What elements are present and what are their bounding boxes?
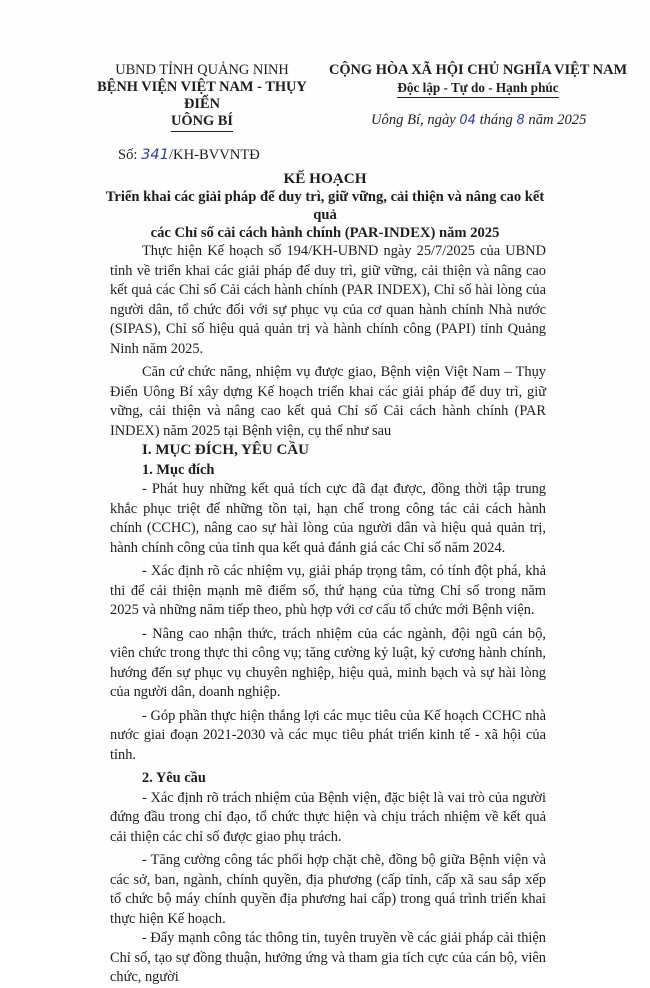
requirement-item-2: - Tăng cường công tác phối hợp chặt chẽ, đồng bộ giữa Bệnh viện và các sở, ban, ngành, chính quyền, địa phương (cấp tỉnh, cấp xã sau sắp xếp tổ chức bộ máy chính quyền địa phương hai cấp) trong quá trình triển khai thực hiện Kế hoạch. [110,852,546,927]
requirement-item-3: - Đẩy mạnh công tác thông tin, tuyên truyền về các giải pháp cải thiện Chỉ số, tạo sự đồng thuận, hưởng ứng và tham gia tích cực của cán bộ, viên chức, người [110,930,546,985]
national-header [326,62,630,98]
purpose-item-1: - Phát huy những kết quả tích cực đã đạt được, đồng thời tập trung khắc phục triệt để những tồn tại, hạn chế trong công tác cải cách hành chính (CCHC), nâng cao sự hài lòng của người dân và hiệu quả quản trị, hành chính công của tỉnh qua kết quả đánh giá các Chỉ số năm 2024. [110,481,546,556]
document-number [118,146,260,164]
date-month-handwritten: 8 [516,113,525,128]
date-prefix: Uông Bí, ngày [371,112,456,128]
purpose-item-2: - Xác định rõ các nhiệm vụ, giải pháp trọng tâm, có tính đột phá, khả thi để cải thiện mạnh mẽ điểm số, thứ hạng của từng Chỉ số trong năm 2025 và những năm tiếp theo, phù hợp với cơ cấu tổ chức mới Bệnh viện. [110,563,546,618]
subsection-heading-requirements: 2. Yêu cầu [142,770,206,786]
document-number-handwritten: 341 [141,146,169,163]
issuer-header [84,62,320,132]
national-title: CỘNG HÒA XÃ HỘI CHỦ NGHĨA VIỆT NAM [328,62,628,78]
title-subtitle-line1: Triển khai các giải pháp để duy trì, giữ vững, cải thiện và nâng cao kết quả [105,189,545,223]
document-body [110,242,546,988]
issuer-authority: UBND TỈNH QUẢNG NINH [115,62,289,78]
date-day-handwritten: 04 [459,113,476,128]
document-number-suffix: /KH-BVVNTĐ [168,147,260,163]
intro-paragraph-1: Thực hiện Kế hoạch số 194/KH-UBND ngày 25/7/2025 của UBND tỉnh về triển khai các giải pháp để duy trì, giữ vững, cải thiện và nâng cao kết quả các Chỉ số Cải cách hành chính (PAR INDEX), Chỉ số hài lòng của người dân, tổ chức đối với sự phục vụ của cơ quan hành chính Nhà nước (SIPAS), Chỉ số hiệu quả quản trị và hành chính công (PAPI) tỉnh Quảng Ninh năm 2025. [110,243,546,357]
title-main: KẾ HOẠCH [283,170,367,187]
national-motto: Độc lập - Tự do - Hạnh phúc [397,79,558,98]
subsection-heading-purpose: 1. Mục đích [142,461,215,478]
document-title [100,169,550,242]
purpose-item-4: - Góp phần thực hiện thắng lợi các mục tiêu của Kế hoạch CCHC nhà nước giai đoạn 2021-2030 và các mục tiêu phát triển kinh tế - xã hội của tỉnh. [110,707,546,763]
document-date [371,112,586,129]
requirement-item-1: - Xác định rõ trách nhiệm của Bệnh viện, đặc biệt là vai trò của người đứng đầu trong chỉ đạo, tổ chức thực hiện và chịu trách nhiệm về kết quả cải thiện các chỉ số được giao phụ trách. [110,789,546,845]
issuer-hospital-name: BỆNH VIỆN VIỆT NAM - THỤY ĐIỂN [97,79,307,112]
title-subtitle-line2: các Chỉ số cải cách hành chính (PAR-INDEX) năm 2025 [150,225,500,241]
issuer-hospital-location: UÔNG BÍ [171,113,233,132]
intro-paragraph-2: Căn cứ chức năng, nhiệm vụ được giao, Bệnh viện Việt Nam – Thụy Điển Uông Bí xây dựng Kế hoạch triển khai các giải pháp để duy trì, giữ vững, cải thiện và nâng cao kết quả Chỉ số Cải cách hành chính (PAR INDEX) năm 2025 tại Bệnh viện, cụ thể như sau [110,364,546,439]
date-year: năm 2025 [528,112,587,128]
purpose-item-3: - Nâng cao nhận thức, trách nhiệm của các ngành, đội ngũ cán bộ, viên chức trong thực thi công vụ; tăng cường kỷ luật, kỷ cương hành chính, hướng đến sự phục vụ chuyên nghiệp, hiệu quả, minh bạch và sự hài lòng của người dân, doanh nghiệp. [110,625,546,700]
document-number-prefix: Số: [118,147,138,163]
date-month-label: tháng [479,112,513,128]
section-heading-1: I. MỤC ĐÍCH, YÊU CẦU [142,442,309,458]
